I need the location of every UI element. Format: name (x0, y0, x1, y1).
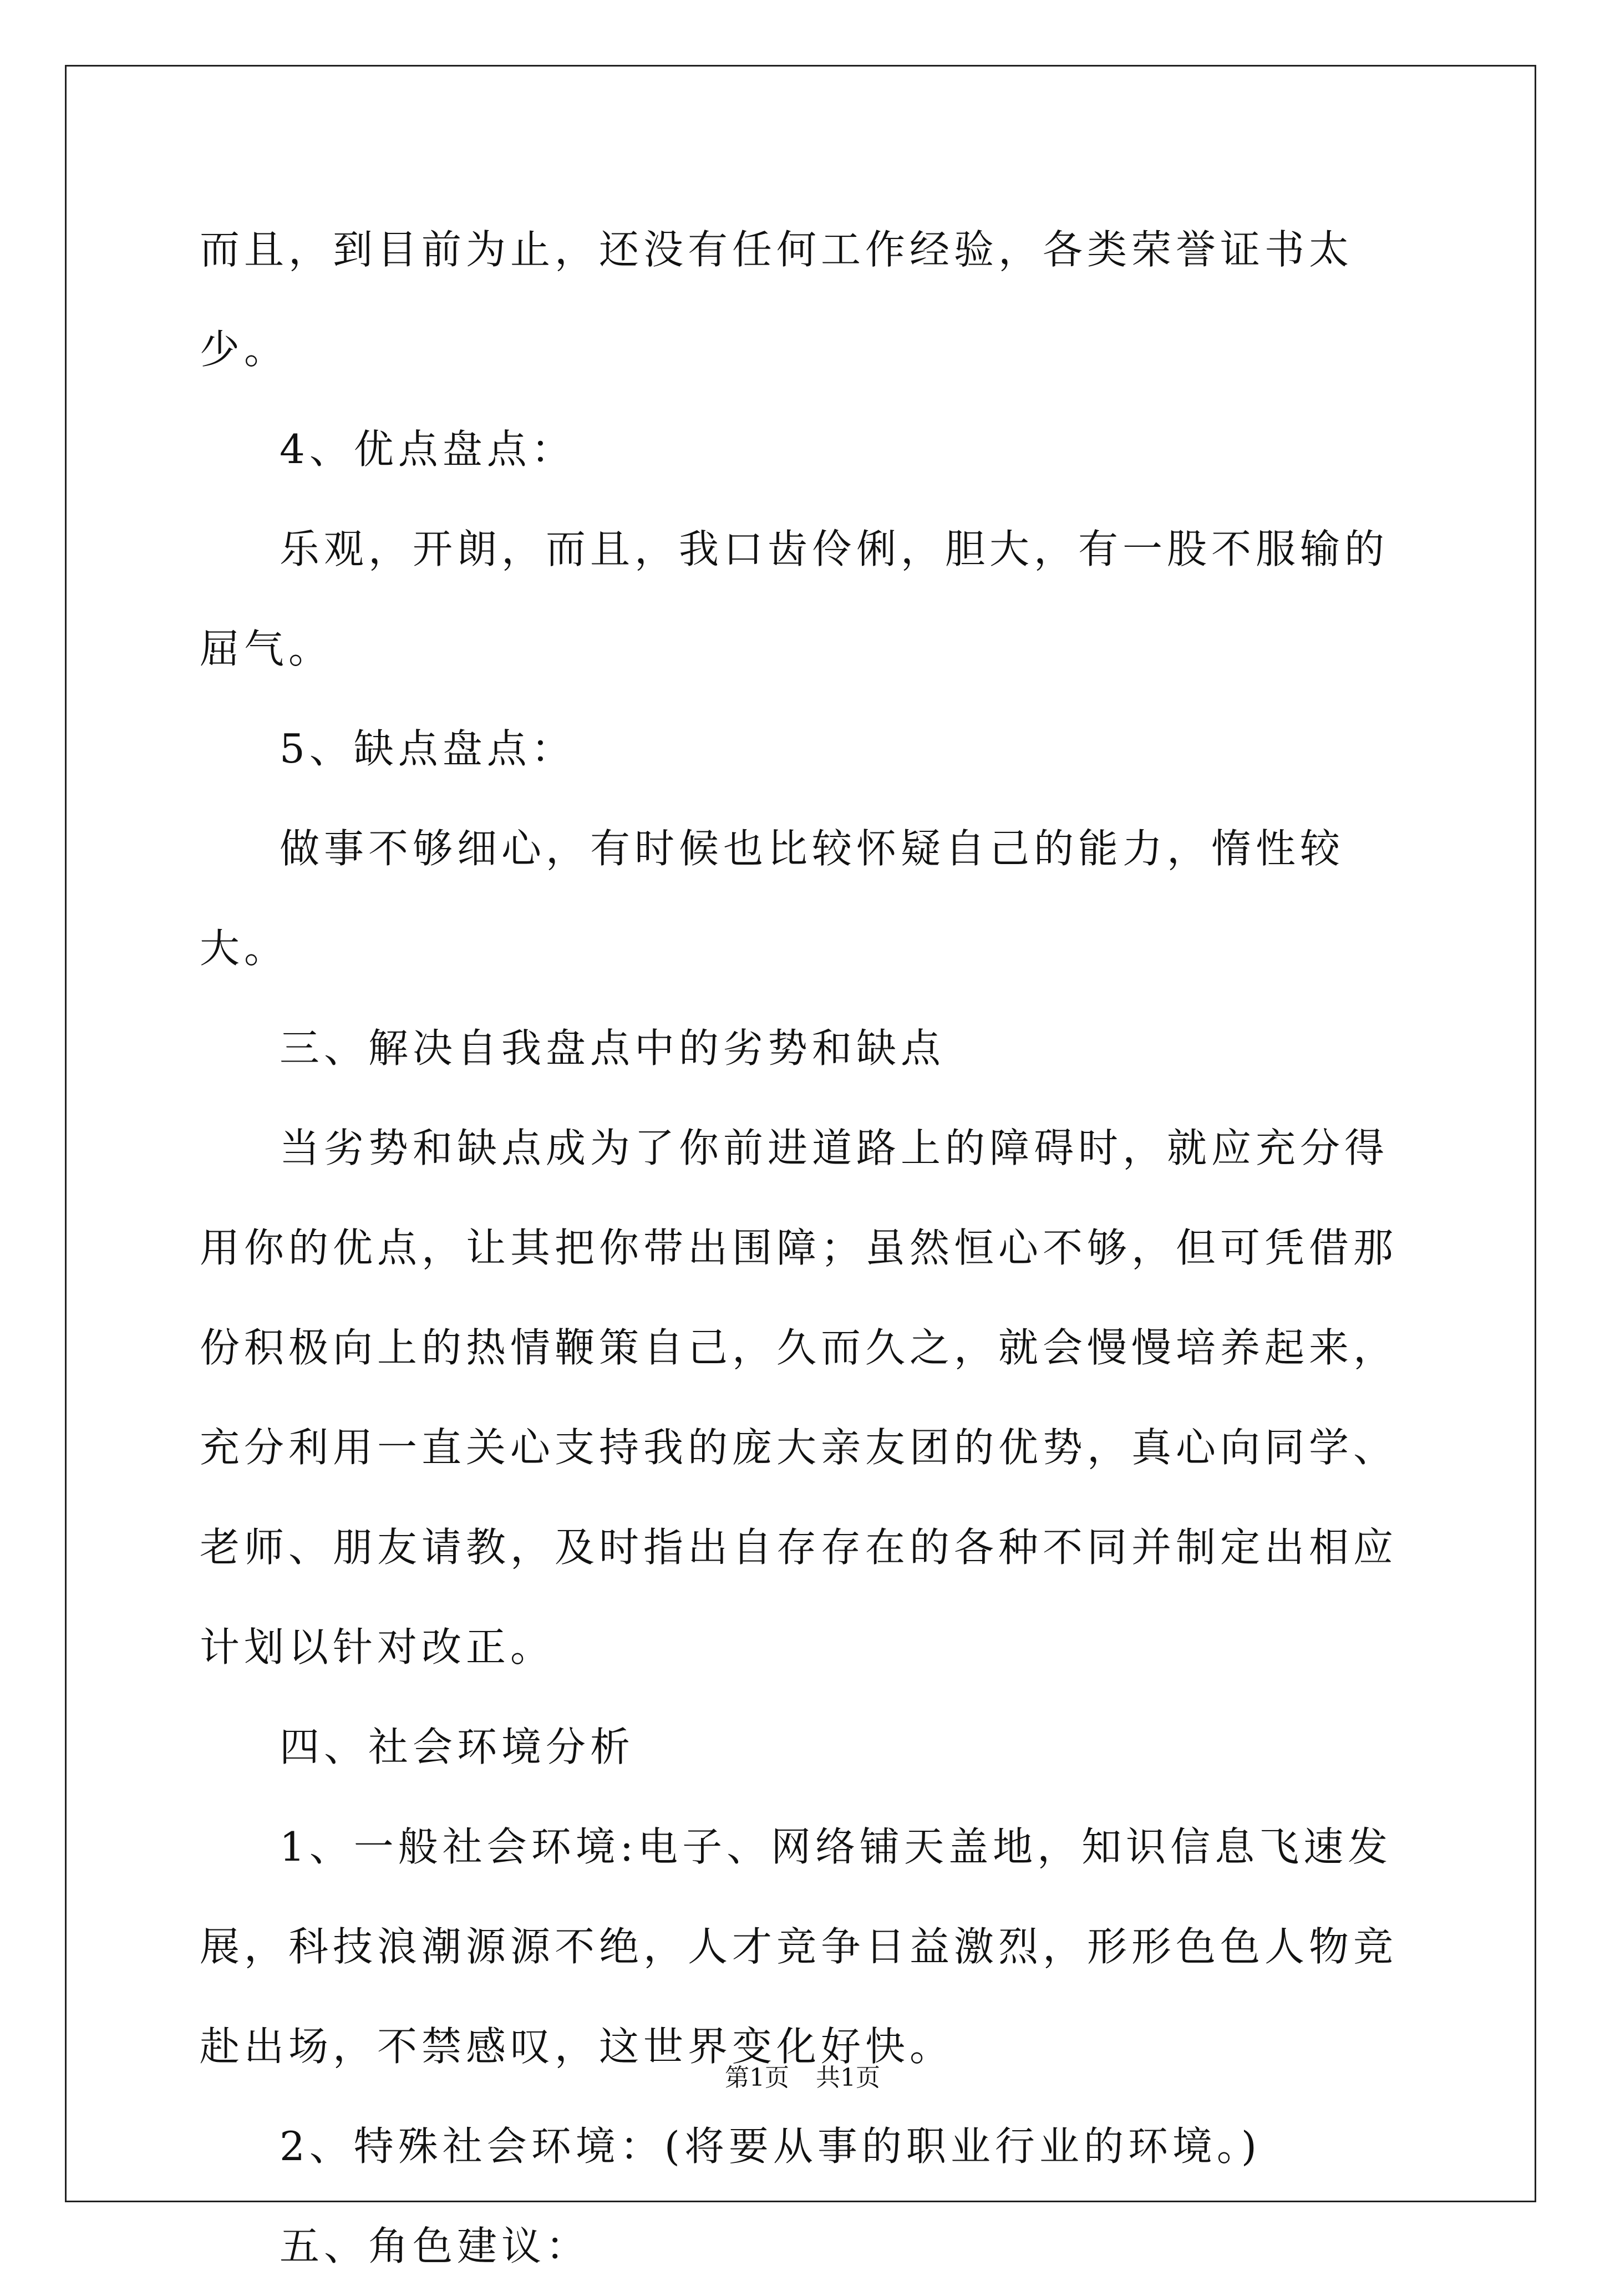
paragraph: 2、特殊社会环境：(将要从事的职业行业的环境。) (280, 2123, 1261, 2170)
paragraph: 做事不够细心，有时候也比较怀疑自己的能力，惰性较大。 (200, 825, 1345, 972)
section-heading: 三、解决自我盘点中的劣势和缺点 (280, 1025, 946, 1071)
section-heading: 五、角色建议： (280, 2223, 591, 2269)
page-number-current: 第1页 (725, 2064, 789, 2092)
page-number-total: 共1页 (816, 2064, 880, 2092)
paragraph-heading: 4、优点盘点： (280, 426, 576, 473)
section-heading: 四、社会环境分析 (280, 1724, 635, 1770)
page-footer (0, 2058, 1605, 2093)
paragraph-heading: 5、缺点盘点： (280, 725, 576, 772)
paragraph: 而且，到目前为止，还没有任何工作经验，各类荣誉证书太少。 (200, 226, 1354, 373)
paragraph: 当劣势和缺点成为了你前进道路上的障碍时，就应充分得用你的优点，让其把你带出围障；虽然恒心不够，但可凭借那份积极向上的热情鞭策自己，久而久之，就会慢慢培养起来，充分利用一直关心支持我的庞大亲友团的优势，真心向同学、老师、朋友请教，及时指出自存存在的各种不同并制定出相应计划以针对改正。 (200, 1125, 1398, 1670)
document-body (200, 200, 1420, 2296)
paragraph: 1、一般社会环境:电子、网络铺天盖地，知识信息飞速发展，科技浪潮源源不绝，人才竞争日益激烈，形形色色人物竞赴出场，不禁感叹，这世界变化好快。 (200, 1823, 1398, 2070)
paragraph: 乐观，开朗，而且，我口齿伶俐，胆大，有一股不服输的屈气。 (200, 526, 1389, 672)
